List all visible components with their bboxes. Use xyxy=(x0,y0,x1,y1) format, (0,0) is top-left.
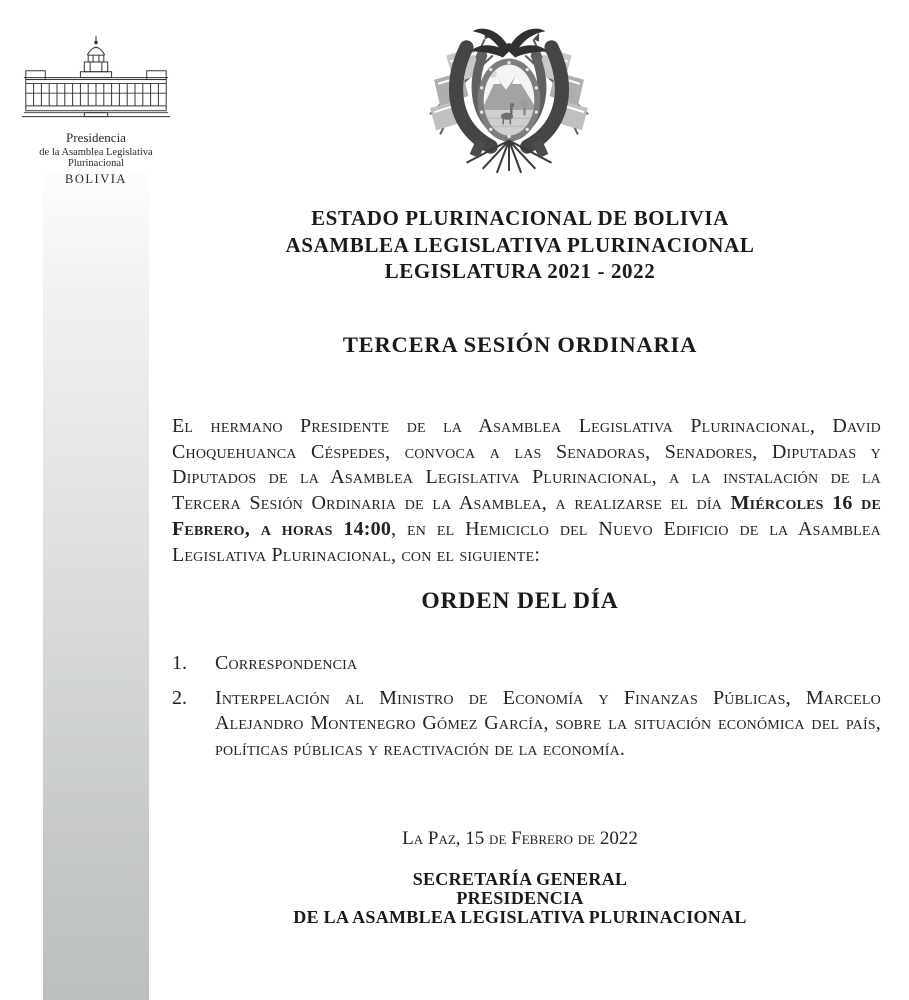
session-title: TERCERA SESIÓN ORDINARIA xyxy=(342,332,698,357)
header-line-legislature: LEGISLATURA 2021 - 2022 xyxy=(384,259,656,283)
agenda-item-2 xyxy=(172,686,881,763)
header-line-assembly: ASAMBLEA LEGISLATIVA PLURINACIONAL xyxy=(285,232,755,257)
bolivia-coat-of-arms xyxy=(426,20,592,176)
left-gradient-bar xyxy=(43,172,149,1000)
convocation-text-lead: El hermano Presidente de la Asamblea Legislativa Plurinacional, David Choquehuanca Céspedes, convoca a las Senadoras, Senadores, Diputadas y Diputados de la Asamblea Legislativa Plurinacional, a la instalación de la Tercera Sesión Ordinaria de la Asamblea, a realizarse el día xyxy=(172,415,881,515)
agenda-item-1-text: Correspondencia xyxy=(215,652,358,674)
coat-of-arms-icon xyxy=(426,20,592,176)
convocation-paragraph xyxy=(172,414,881,568)
presidency-logo xyxy=(10,34,182,187)
agenda-item-1 xyxy=(172,651,881,677)
agenda-list xyxy=(172,651,881,763)
document-header xyxy=(150,205,890,285)
header-line-state: ESTADO PLURINACIONAL DE BOLIVIA xyxy=(311,206,729,230)
signature-line-presidencia: PRESIDENCIA xyxy=(456,887,584,908)
agenda-item-2-number: 2. xyxy=(172,686,187,709)
agenda-title: ORDEN DEL DÍA xyxy=(421,588,619,614)
signature-block xyxy=(150,870,890,926)
agenda-item-1-number: 1. xyxy=(172,652,187,674)
convocation-text-tail: , en el Hemiciclo del Nuevo Edificio de la Asamblea Legislativa Plurinacional, con el siguiente: xyxy=(172,517,881,566)
signature-line-asamblea: DE LA ASAMBLEA LEGISLATIVA PLURINACIONAL xyxy=(293,906,747,927)
dateline: La Paz, 15 de Febrero de 2022 xyxy=(402,828,638,849)
convocation-date-bold: Miércoles 16 de Febrero, a horas 14:00 xyxy=(172,492,881,540)
logo-title: Presidencia xyxy=(66,130,126,145)
logo-country: BOLIVIA xyxy=(65,172,127,186)
logo-subtitle: de la Asamblea Legislativa Plurinacional xyxy=(39,147,153,169)
palace-building-icon xyxy=(18,34,174,128)
signature-line-secretaria: SECRETARÍA GENERAL xyxy=(412,869,628,889)
agenda-item-2-text: Interpelación al Ministro de Economía y Finanzas Públicas, Marcelo Alejandro Montenegro Gómez García, sobre la situación económica del país, políticas públicas y reactivación de la economía. xyxy=(215,686,881,761)
